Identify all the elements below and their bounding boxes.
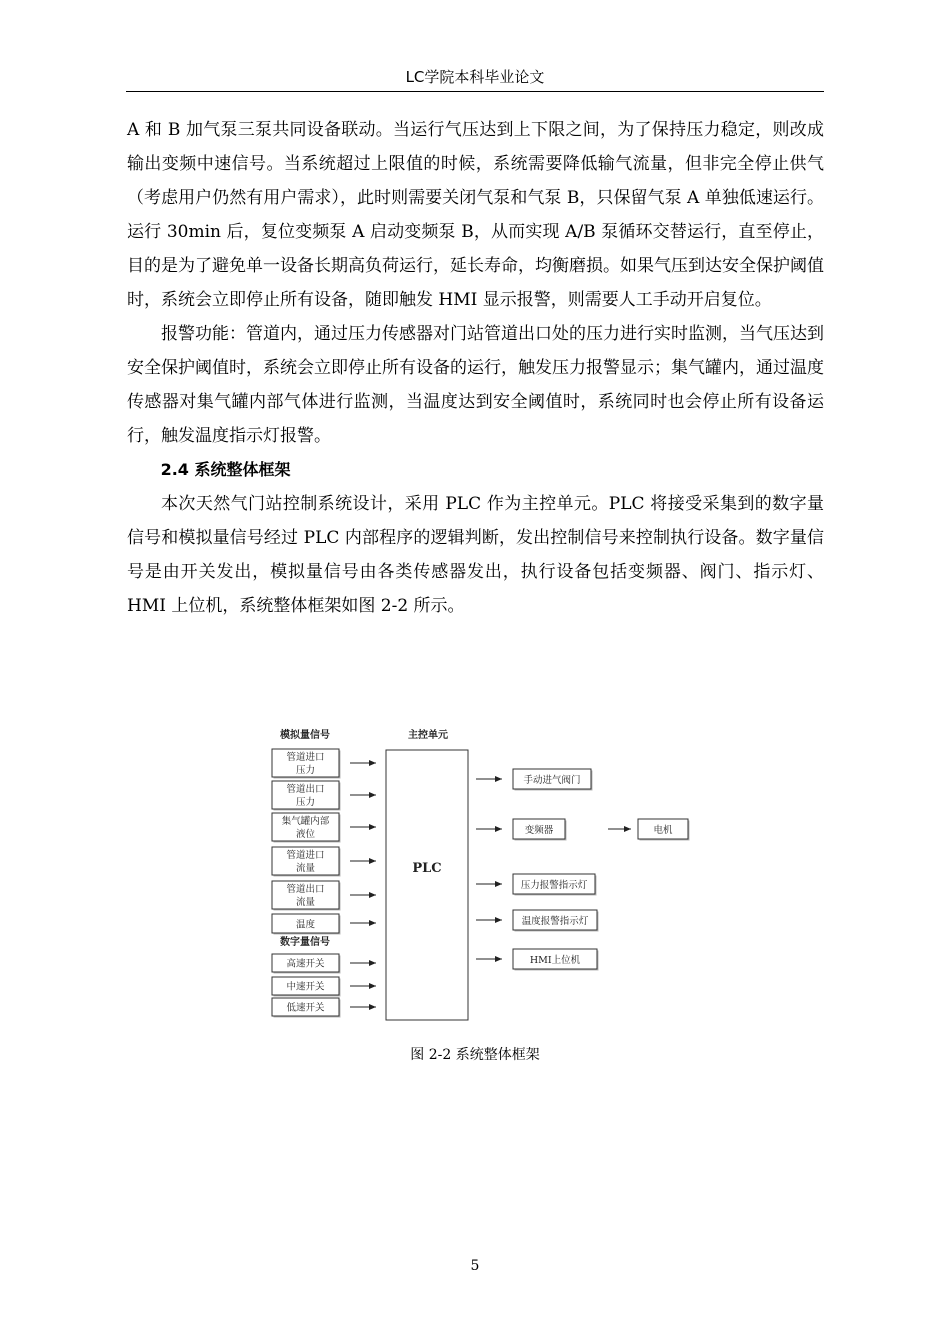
analog-input-label-5-line2: 流量 [295, 897, 316, 908]
page-header: LC学院本科毕业论文 [405, 68, 545, 86]
figure-caption: 图 2-2 系统整体框架 [410, 1047, 540, 1063]
output-label-1: 手动进气阀门 [523, 775, 581, 786]
output-label-5: HMI上位机 [529, 955, 581, 966]
header-rule [126, 91, 824, 92]
digital-signal-title: 数字量信号 [280, 937, 330, 948]
digital-input-label-3: 低速开关 [286, 1002, 325, 1014]
analog-input-label-3-line1: 集气罐内部 [281, 816, 330, 827]
main-control-title: 主控单元 [408, 730, 448, 741]
paragraph-1: A 和 B 加气泵三泵共同设备联动。当运行气压达到上下限之间，为了保持压力稳定，则改成输出变频中速信号。当系统超过上限值的时候，系统需要降低输气流量，但非完全停止供气（考虑用户仍然有用户需求），此时则需要关闭气泵和气泵 B，只保留气泵 A 单独低速运行。运行 30min 后，复位变频泵 A 启动变频泵 B，从而实现 A/B 泵循环交替运行，直至停止，目的是为了避免单一设备长期高负荷运行，延长寿命，均衡磨损。如果气压到达安全保护阈值时，系统会立即停止所有设备，随即触发 HMI 显示报警，则需要人工手动开启复位。 [127, 120, 824, 310]
section-heading: 2.4 系统整体框架 [160, 460, 291, 479]
output-label-3: 压力报警指示灯 [520, 880, 588, 891]
digital-input-label-2: 中速开关 [286, 981, 325, 993]
output-label-4: 温度报警指示灯 [521, 916, 589, 927]
output-label-2: 变频器 [524, 825, 554, 836]
system-framework-diagram [262, 724, 702, 1024]
paragraph-3: 本次天然气门站控制系统设计，采用 PLC 作为主控单元。PLC 将接受采集到的数字量信号和模拟量信号经过 PLC 内部程序的逻辑判断，发出控制信号来控制执行设备。数字量信号是由开关发出，模拟量信号由各类传感器发出，执行设备包括变频器、阀门、指示灯、HMI 上位机，系统整体框架如图 2-2 所示。 [127, 494, 824, 616]
analog-input-label-4-line2: 流量 [295, 863, 316, 874]
diagram-canvas [262, 724, 702, 1024]
motor-label: 电机 [653, 825, 673, 836]
page-number: 5 [470, 1258, 480, 1274]
analog-input-label-1-line2: 压力 [295, 765, 316, 776]
analog-input-label-4-line1: 管道进口 [286, 850, 325, 861]
plc-label: PLC [412, 861, 442, 876]
paragraph-2: 报警功能：管道内，通过压力传感器对门站管道出口处的压力进行实时监测，当气压达到安全保护阈值时，系统会立即停止所有设备的运行，触发压力报警显示；集气罐内，通过温度传感器对集气罐内部气体进行监测，当温度达到安全阈值时，系统同时也会停止所有设备运行，触发温度指示灯报警。 [127, 324, 824, 446]
analog-input-label-2-line2: 压力 [295, 797, 316, 808]
digital-input-label-1: 高速开关 [286, 958, 325, 970]
plc-box [386, 750, 468, 1020]
analog-signal-title: 模拟量信号 [280, 730, 330, 741]
body-text [127, 113, 824, 623]
analog-input-label-6: 温度 [295, 919, 316, 931]
analog-input-label-5-line1: 管道出口 [286, 884, 325, 895]
analog-input-label-2-line1: 管道出口 [286, 784, 325, 795]
analog-input-label-3-line2: 液位 [295, 829, 316, 840]
analog-input-label-1-line1: 管道进口 [286, 752, 325, 763]
